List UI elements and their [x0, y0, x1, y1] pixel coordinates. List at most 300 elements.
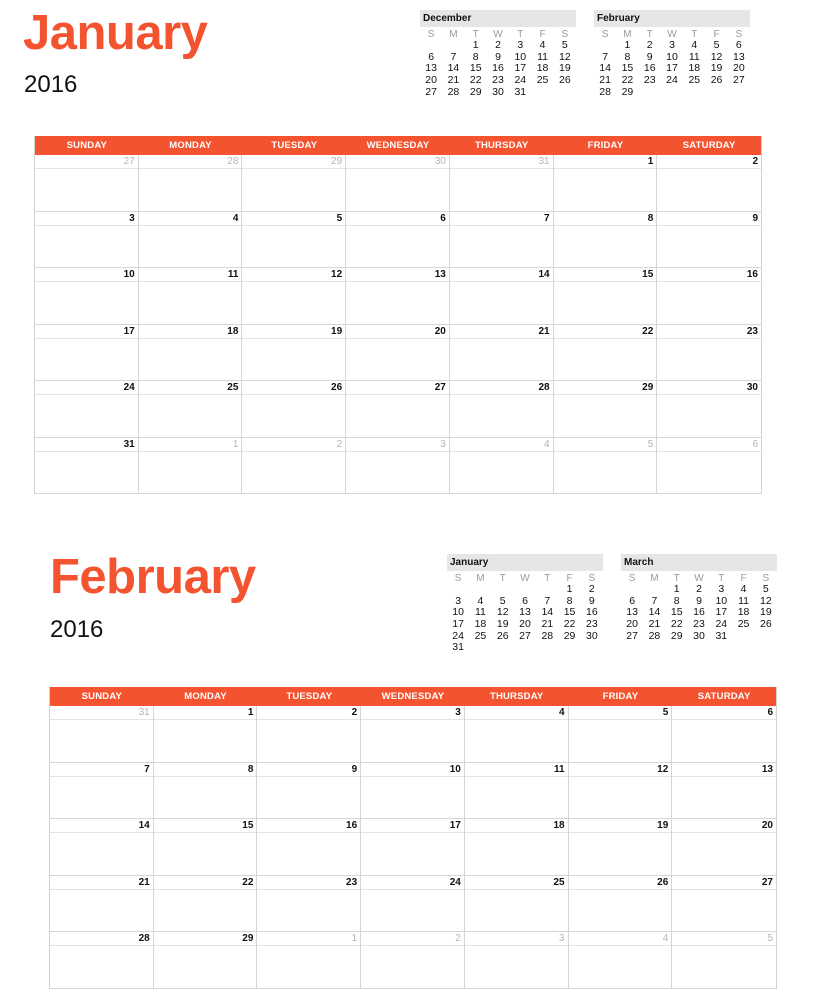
mini-day[interactable]: 13: [425, 62, 437, 75]
day-cell[interactable]: [361, 763, 465, 820]
day-cell[interactable]: [465, 763, 569, 820]
day-number: 21: [138, 876, 150, 888]
mini-day[interactable]: 13: [519, 606, 531, 619]
day-divider: [35, 281, 138, 282]
mini-weekday-label: T: [472, 29, 479, 40]
day-cell[interactable]: [346, 268, 450, 325]
day-cell[interactable]: [672, 932, 776, 989]
day-cell[interactable]: [257, 932, 361, 989]
mini-day[interactable]: 30: [492, 85, 504, 98]
day-cell[interactable]: [465, 932, 569, 989]
day-number: 9: [752, 212, 758, 224]
mini-day[interactable]: 31: [452, 641, 464, 654]
day-divider: [257, 945, 360, 946]
day-cell[interactable]: [450, 438, 554, 495]
mini-day[interactable]: 24: [514, 74, 527, 87]
day-cell[interactable]: [50, 819, 154, 876]
mini-day-blank: [594, 40, 616, 52]
day-cell[interactable]: [569, 819, 673, 876]
mini-day[interactable]: 27: [425, 85, 437, 98]
day-divider: [450, 394, 553, 395]
mini-day[interactable]: 30: [693, 629, 705, 642]
mini-day[interactable]: 19: [760, 606, 772, 619]
mini-day[interactable]: 27: [519, 629, 531, 642]
day-divider: [257, 889, 360, 890]
day-divider: [361, 832, 464, 833]
mini-day[interactable]: 4: [740, 583, 747, 595]
day-cell[interactable]: [154, 876, 258, 933]
day-number: 20: [761, 820, 773, 831]
mini-day[interactable]: 13: [733, 50, 745, 63]
day-cell[interactable]: [139, 212, 243, 269]
mini-day[interactable]: 9: [696, 594, 702, 607]
mini-day[interactable]: 1: [566, 583, 573, 595]
day-cell[interactable]: [154, 706, 258, 763]
day-number: 1: [247, 707, 254, 718]
day-divider: [554, 338, 657, 339]
day-divider: [346, 225, 449, 226]
mini-day[interactable]: 2: [646, 39, 653, 51]
day-number: 16: [346, 820, 358, 831]
mini-weekday-label: M: [623, 29, 632, 40]
mini-day[interactable]: 9: [588, 594, 595, 607]
day-number: 1: [647, 156, 654, 167]
day-cell[interactable]: [672, 706, 776, 763]
mini-day[interactable]: 5: [561, 39, 568, 51]
mini-day[interactable]: 2: [696, 583, 702, 595]
mini-day[interactable]: 6: [522, 594, 528, 607]
day-number: 17: [449, 820, 461, 831]
mini-day[interactable]: 17: [715, 606, 728, 619]
mini-day[interactable]: 1: [624, 39, 631, 51]
day-cell[interactable]: [35, 155, 139, 212]
mini-day[interactable]: 22: [469, 74, 482, 87]
mini-calendar-grid: [420, 29, 576, 98]
mini-day[interactable]: 21: [447, 74, 460, 87]
day-cell[interactable]: [657, 325, 761, 382]
weekday-header-row: [35, 136, 761, 155]
day-cell[interactable]: [554, 155, 658, 212]
day-number: 23: [746, 325, 758, 337]
day-divider: [554, 225, 657, 226]
mini-day[interactable]: 28: [447, 85, 460, 98]
day-number: 31: [538, 156, 550, 167]
mini-weekday-label: S: [561, 29, 569, 40]
mini-day[interactable]: 9: [495, 50, 501, 63]
mini-day[interactable]: 29: [469, 85, 482, 98]
day-divider: [672, 945, 776, 946]
day-cell[interactable]: [657, 438, 761, 495]
day-divider: [450, 281, 553, 282]
day-cell[interactable]: [35, 381, 139, 438]
mini-day[interactable]: 23: [693, 618, 705, 631]
day-number: 6: [440, 212, 446, 224]
mini-day[interactable]: 16: [586, 606, 598, 619]
mini-day[interactable]: 24: [666, 74, 678, 87]
day-number: 5: [662, 707, 669, 718]
mini-day[interactable]: 23: [643, 74, 656, 87]
day-number: 3: [129, 212, 135, 224]
day-number: 19: [657, 820, 669, 831]
day-cell[interactable]: [450, 212, 554, 269]
day-divider: [50, 889, 153, 890]
day-number: 15: [242, 820, 254, 831]
mini-weekday-label: T: [646, 29, 653, 40]
mini-day[interactable]: 3: [455, 594, 462, 607]
day-cell[interactable]: [450, 325, 554, 382]
mini-day[interactable]: 24: [452, 629, 464, 642]
mini-day[interactable]: 8: [472, 50, 479, 63]
mini-day[interactable]: 10: [715, 594, 728, 607]
mini-day[interactable]: 15: [563, 606, 576, 619]
mini-day[interactable]: 25: [737, 618, 750, 631]
day-cell[interactable]: [242, 381, 346, 438]
day-cell[interactable]: [346, 155, 450, 212]
mini-weekday-label: T: [499, 573, 506, 584]
mini-day[interactable]: 16: [643, 62, 656, 75]
day-cell[interactable]: [361, 932, 465, 989]
mini-day[interactable]: 2: [588, 583, 595, 595]
weekday-header: SATURDAY: [682, 140, 736, 151]
day-cell[interactable]: [257, 706, 361, 763]
mini-day[interactable]: 29: [563, 629, 576, 642]
mini-day[interactable]: 6: [735, 39, 742, 51]
day-divider: [257, 719, 360, 720]
day-cell[interactable]: [569, 932, 673, 989]
year-label: 2016: [24, 71, 78, 98]
day-cell[interactable]: [450, 381, 554, 438]
mini-weekday-label: S: [427, 29, 435, 40]
mini-day[interactable]: 11: [688, 50, 700, 63]
mini-day[interactable]: 25: [688, 74, 701, 87]
day-cell[interactable]: [554, 325, 658, 382]
day-cell[interactable]: [361, 876, 465, 933]
day-cell[interactable]: [465, 706, 569, 763]
mini-day[interactable]: 10: [514, 50, 527, 63]
day-cell[interactable]: [657, 155, 761, 212]
mini-day[interactable]: 5: [762, 583, 769, 595]
day-cell[interactable]: [450, 155, 554, 212]
day-cell[interactable]: [139, 268, 243, 325]
day-cell[interactable]: [35, 268, 139, 325]
mini-day[interactable]: 11: [537, 50, 549, 63]
mini-day[interactable]: 8: [566, 594, 573, 607]
mini-day[interactable]: 11: [738, 594, 750, 607]
mini-day[interactable]: 2: [495, 39, 501, 51]
day-cell[interactable]: [35, 325, 139, 382]
mini-day[interactable]: 13: [626, 606, 638, 619]
mini-day[interactable]: 16: [693, 606, 705, 619]
day-divider: [554, 281, 657, 282]
day-cell[interactable]: [154, 819, 258, 876]
mini-calendar-title: March: [621, 554, 777, 571]
day-cell[interactable]: [35, 212, 139, 269]
mini-weekday-label: W: [493, 29, 503, 40]
mini-day[interactable]: 18: [474, 618, 487, 631]
mini-day[interactable]: 21: [599, 74, 611, 87]
weekday-header: MONDAY: [184, 691, 227, 702]
mini-day-blank: [536, 584, 558, 596]
day-divider: [361, 719, 464, 720]
day-number: 27: [123, 156, 135, 167]
mini-day[interactable]: 26: [496, 629, 509, 642]
day-divider: [154, 719, 257, 720]
mini-day[interactable]: 12: [559, 50, 571, 63]
mini-day[interactable]: 8: [673, 594, 680, 607]
mini-day-blank: [420, 40, 442, 52]
mini-day[interactable]: 5: [713, 39, 720, 51]
day-number: 30: [434, 156, 446, 167]
mini-day[interactable]: 20: [733, 62, 745, 75]
day-cell[interactable]: [554, 381, 658, 438]
day-divider: [154, 776, 257, 777]
mini-day[interactable]: 14: [648, 606, 661, 619]
day-cell[interactable]: [672, 819, 776, 876]
mini-weekday-label: F: [740, 573, 747, 584]
mini-day[interactable]: 17: [452, 618, 464, 631]
mini-weekday-label: T: [673, 573, 680, 584]
day-number: 9: [351, 763, 358, 775]
day-cell[interactable]: [139, 381, 243, 438]
day-number: 13: [434, 269, 446, 280]
mini-calendar-grid: [594, 29, 750, 98]
mini-day[interactable]: 14: [447, 62, 460, 75]
mini-weekday-label: M: [476, 573, 485, 584]
day-cell[interactable]: [242, 325, 346, 382]
day-cell[interactable]: [657, 212, 761, 269]
day-cell[interactable]: [361, 819, 465, 876]
day-cell[interactable]: [257, 763, 361, 820]
day-cell[interactable]: [450, 268, 554, 325]
mini-day[interactable]: 11: [474, 606, 486, 619]
day-cell[interactable]: [242, 155, 346, 212]
mini-weekday-label: T: [544, 573, 551, 584]
day-number: 25: [227, 382, 239, 393]
mini-day[interactable]: 15: [621, 62, 634, 75]
mini-day[interactable]: 26: [559, 74, 571, 87]
mini-day[interactable]: 6: [629, 594, 636, 607]
mini-day[interactable]: 30: [586, 629, 598, 642]
mini-day[interactable]: 22: [563, 618, 576, 631]
day-number: 13: [761, 763, 773, 775]
mini-day[interactable]: 5: [499, 594, 506, 607]
mini-day[interactable]: 3: [517, 39, 524, 51]
mini-day[interactable]: 6: [428, 50, 435, 63]
mini-calendar-grid: [621, 573, 777, 642]
mini-day[interactable]: 31: [715, 629, 728, 642]
day-cell[interactable]: [569, 876, 673, 933]
day-cell[interactable]: [465, 876, 569, 933]
mini-day[interactable]: 15: [670, 606, 683, 619]
mini-day[interactable]: 12: [710, 50, 723, 63]
day-cell[interactable]: [569, 763, 673, 820]
mini-day[interactable]: 4: [539, 39, 546, 51]
day-number: 14: [538, 269, 550, 280]
mini-day[interactable]: 19: [710, 62, 723, 75]
mini-day[interactable]: 3: [669, 39, 675, 51]
day-cell[interactable]: [35, 438, 139, 495]
day-number: 8: [247, 763, 254, 775]
day-divider: [554, 451, 657, 452]
day-cell[interactable]: [657, 381, 761, 438]
mini-day[interactable]: 25: [474, 629, 487, 642]
month-grid-body: [50, 706, 776, 989]
day-cell[interactable]: [154, 932, 258, 989]
day-divider: [450, 451, 553, 452]
mini-day[interactable]: 7: [651, 594, 658, 607]
mini-day[interactable]: 14: [541, 606, 554, 619]
day-cell[interactable]: [346, 381, 450, 438]
mini-weekday-label: W: [694, 573, 704, 584]
day-divider: [139, 225, 242, 226]
day-cell[interactable]: [346, 325, 450, 382]
day-divider: [569, 832, 672, 833]
day-number: 14: [138, 820, 150, 831]
mini-day[interactable]: 17: [514, 62, 527, 75]
mini-day-blank: [514, 584, 536, 596]
mini-day[interactable]: 24: [715, 618, 728, 631]
day-cell[interactable]: [139, 325, 243, 382]
mini-day[interactable]: 10: [452, 606, 464, 619]
mini-day[interactable]: 10: [666, 50, 678, 63]
mini-day[interactable]: 22: [670, 618, 683, 631]
day-cell[interactable]: [139, 155, 243, 212]
mini-day[interactable]: 28: [648, 629, 661, 642]
mini-day[interactable]: 29: [670, 629, 683, 642]
mini-day[interactable]: 18: [688, 62, 701, 75]
day-cell[interactable]: [657, 268, 761, 325]
mini-day[interactable]: 29: [621, 85, 634, 98]
weekday-header-row: [50, 687, 776, 706]
day-number: 28: [538, 382, 550, 393]
day-cell[interactable]: [672, 876, 776, 933]
mini-day[interactable]: 28: [541, 629, 554, 642]
day-cell[interactable]: [361, 706, 465, 763]
mini-day[interactable]: 7: [544, 594, 551, 607]
mini-day[interactable]: 18: [536, 62, 549, 75]
day-divider: [139, 394, 242, 395]
day-number: 1: [351, 933, 358, 944]
mini-day[interactable]: 17: [666, 62, 678, 75]
mini-day[interactable]: 1: [472, 39, 479, 51]
day-cell[interactable]: [554, 268, 658, 325]
mini-day[interactable]: 1: [673, 583, 680, 595]
day-cell[interactable]: [569, 706, 673, 763]
mini-day[interactable]: 20: [626, 618, 638, 631]
day-number: 19: [331, 325, 343, 337]
mini-day[interactable]: 22: [621, 74, 634, 87]
mini-day[interactable]: 23: [492, 74, 504, 87]
day-cell[interactable]: [50, 763, 154, 820]
mini-day[interactable]: 21: [541, 618, 554, 631]
day-cell[interactable]: [242, 438, 346, 495]
mini-day[interactable]: 26: [760, 618, 772, 631]
mini-day[interactable]: 3: [718, 583, 725, 595]
day-divider: [154, 945, 257, 946]
day-number: 4: [544, 438, 550, 450]
day-cell[interactable]: [242, 268, 346, 325]
mini-day[interactable]: 23: [586, 618, 598, 631]
mini-day[interactable]: 7: [450, 50, 457, 63]
day-number: 4: [662, 933, 669, 944]
mini-day[interactable]: 4: [691, 39, 698, 51]
day-number: 6: [752, 438, 758, 450]
mini-weekday-label: M: [449, 29, 458, 40]
mini-day[interactable]: 12: [760, 594, 772, 607]
mini-day[interactable]: 16: [492, 62, 504, 75]
day-cell[interactable]: [154, 763, 258, 820]
mini-day[interactable]: 15: [469, 62, 482, 75]
day-cell[interactable]: [554, 212, 658, 269]
mini-day[interactable]: 7: [602, 50, 609, 63]
day-divider: [554, 394, 657, 395]
mini-day-blank: [643, 584, 665, 596]
mini-day[interactable]: 28: [599, 85, 611, 98]
weekday-header: FRIDAY: [587, 140, 624, 151]
mini-day[interactable]: 20: [519, 618, 531, 631]
mini-day[interactable]: 9: [646, 50, 653, 63]
mini-day[interactable]: 14: [599, 62, 611, 75]
weekday-header: THURSDAY: [474, 140, 529, 151]
day-number: 10: [123, 269, 135, 280]
day-cell[interactable]: [346, 212, 450, 269]
day-cell[interactable]: [242, 212, 346, 269]
day-divider: [465, 776, 568, 777]
mini-day[interactable]: 18: [737, 606, 750, 619]
mini-day[interactable]: 25: [536, 74, 549, 87]
mini-day[interactable]: 27: [626, 629, 638, 642]
day-number: 1: [232, 438, 239, 450]
day-cell[interactable]: [257, 819, 361, 876]
mini-day[interactable]: 21: [648, 618, 661, 631]
day-number: 22: [642, 325, 654, 337]
mini-day[interactable]: 4: [477, 594, 484, 607]
mini-day[interactable]: 31: [514, 85, 527, 98]
mini-day[interactable]: 26: [710, 74, 723, 87]
day-divider: [242, 225, 345, 226]
month-grid-body: [35, 155, 761, 494]
day-divider: [450, 168, 553, 169]
mini-day[interactable]: 19: [559, 62, 571, 75]
day-cell[interactable]: [465, 819, 569, 876]
mini-day[interactable]: 12: [496, 606, 509, 619]
day-divider: [50, 719, 153, 720]
mini-calendar-title: January: [447, 554, 603, 571]
day-divider: [569, 945, 672, 946]
day-number: 24: [123, 382, 135, 393]
mini-day[interactable]: 8: [624, 50, 631, 63]
day-cell[interactable]: [257, 876, 361, 933]
day-divider: [139, 451, 242, 452]
day-cell[interactable]: [50, 932, 154, 989]
mini-weekday-label: S: [588, 573, 596, 584]
mini-day[interactable]: 27: [733, 74, 745, 87]
day-cell[interactable]: [672, 763, 776, 820]
day-cell[interactable]: [50, 876, 154, 933]
day-divider: [35, 338, 138, 339]
day-cell[interactable]: [50, 706, 154, 763]
day-divider: [657, 451, 761, 452]
day-cell[interactable]: [554, 438, 658, 495]
mini-day[interactable]: 19: [496, 618, 509, 631]
day-number: 29: [331, 156, 343, 167]
mini-weekday-label: S: [454, 573, 462, 584]
day-divider: [35, 451, 138, 452]
mini-day[interactable]: 20: [425, 74, 437, 87]
day-divider: [50, 945, 153, 946]
day-cell[interactable]: [139, 438, 243, 495]
day-cell[interactable]: [346, 438, 450, 495]
